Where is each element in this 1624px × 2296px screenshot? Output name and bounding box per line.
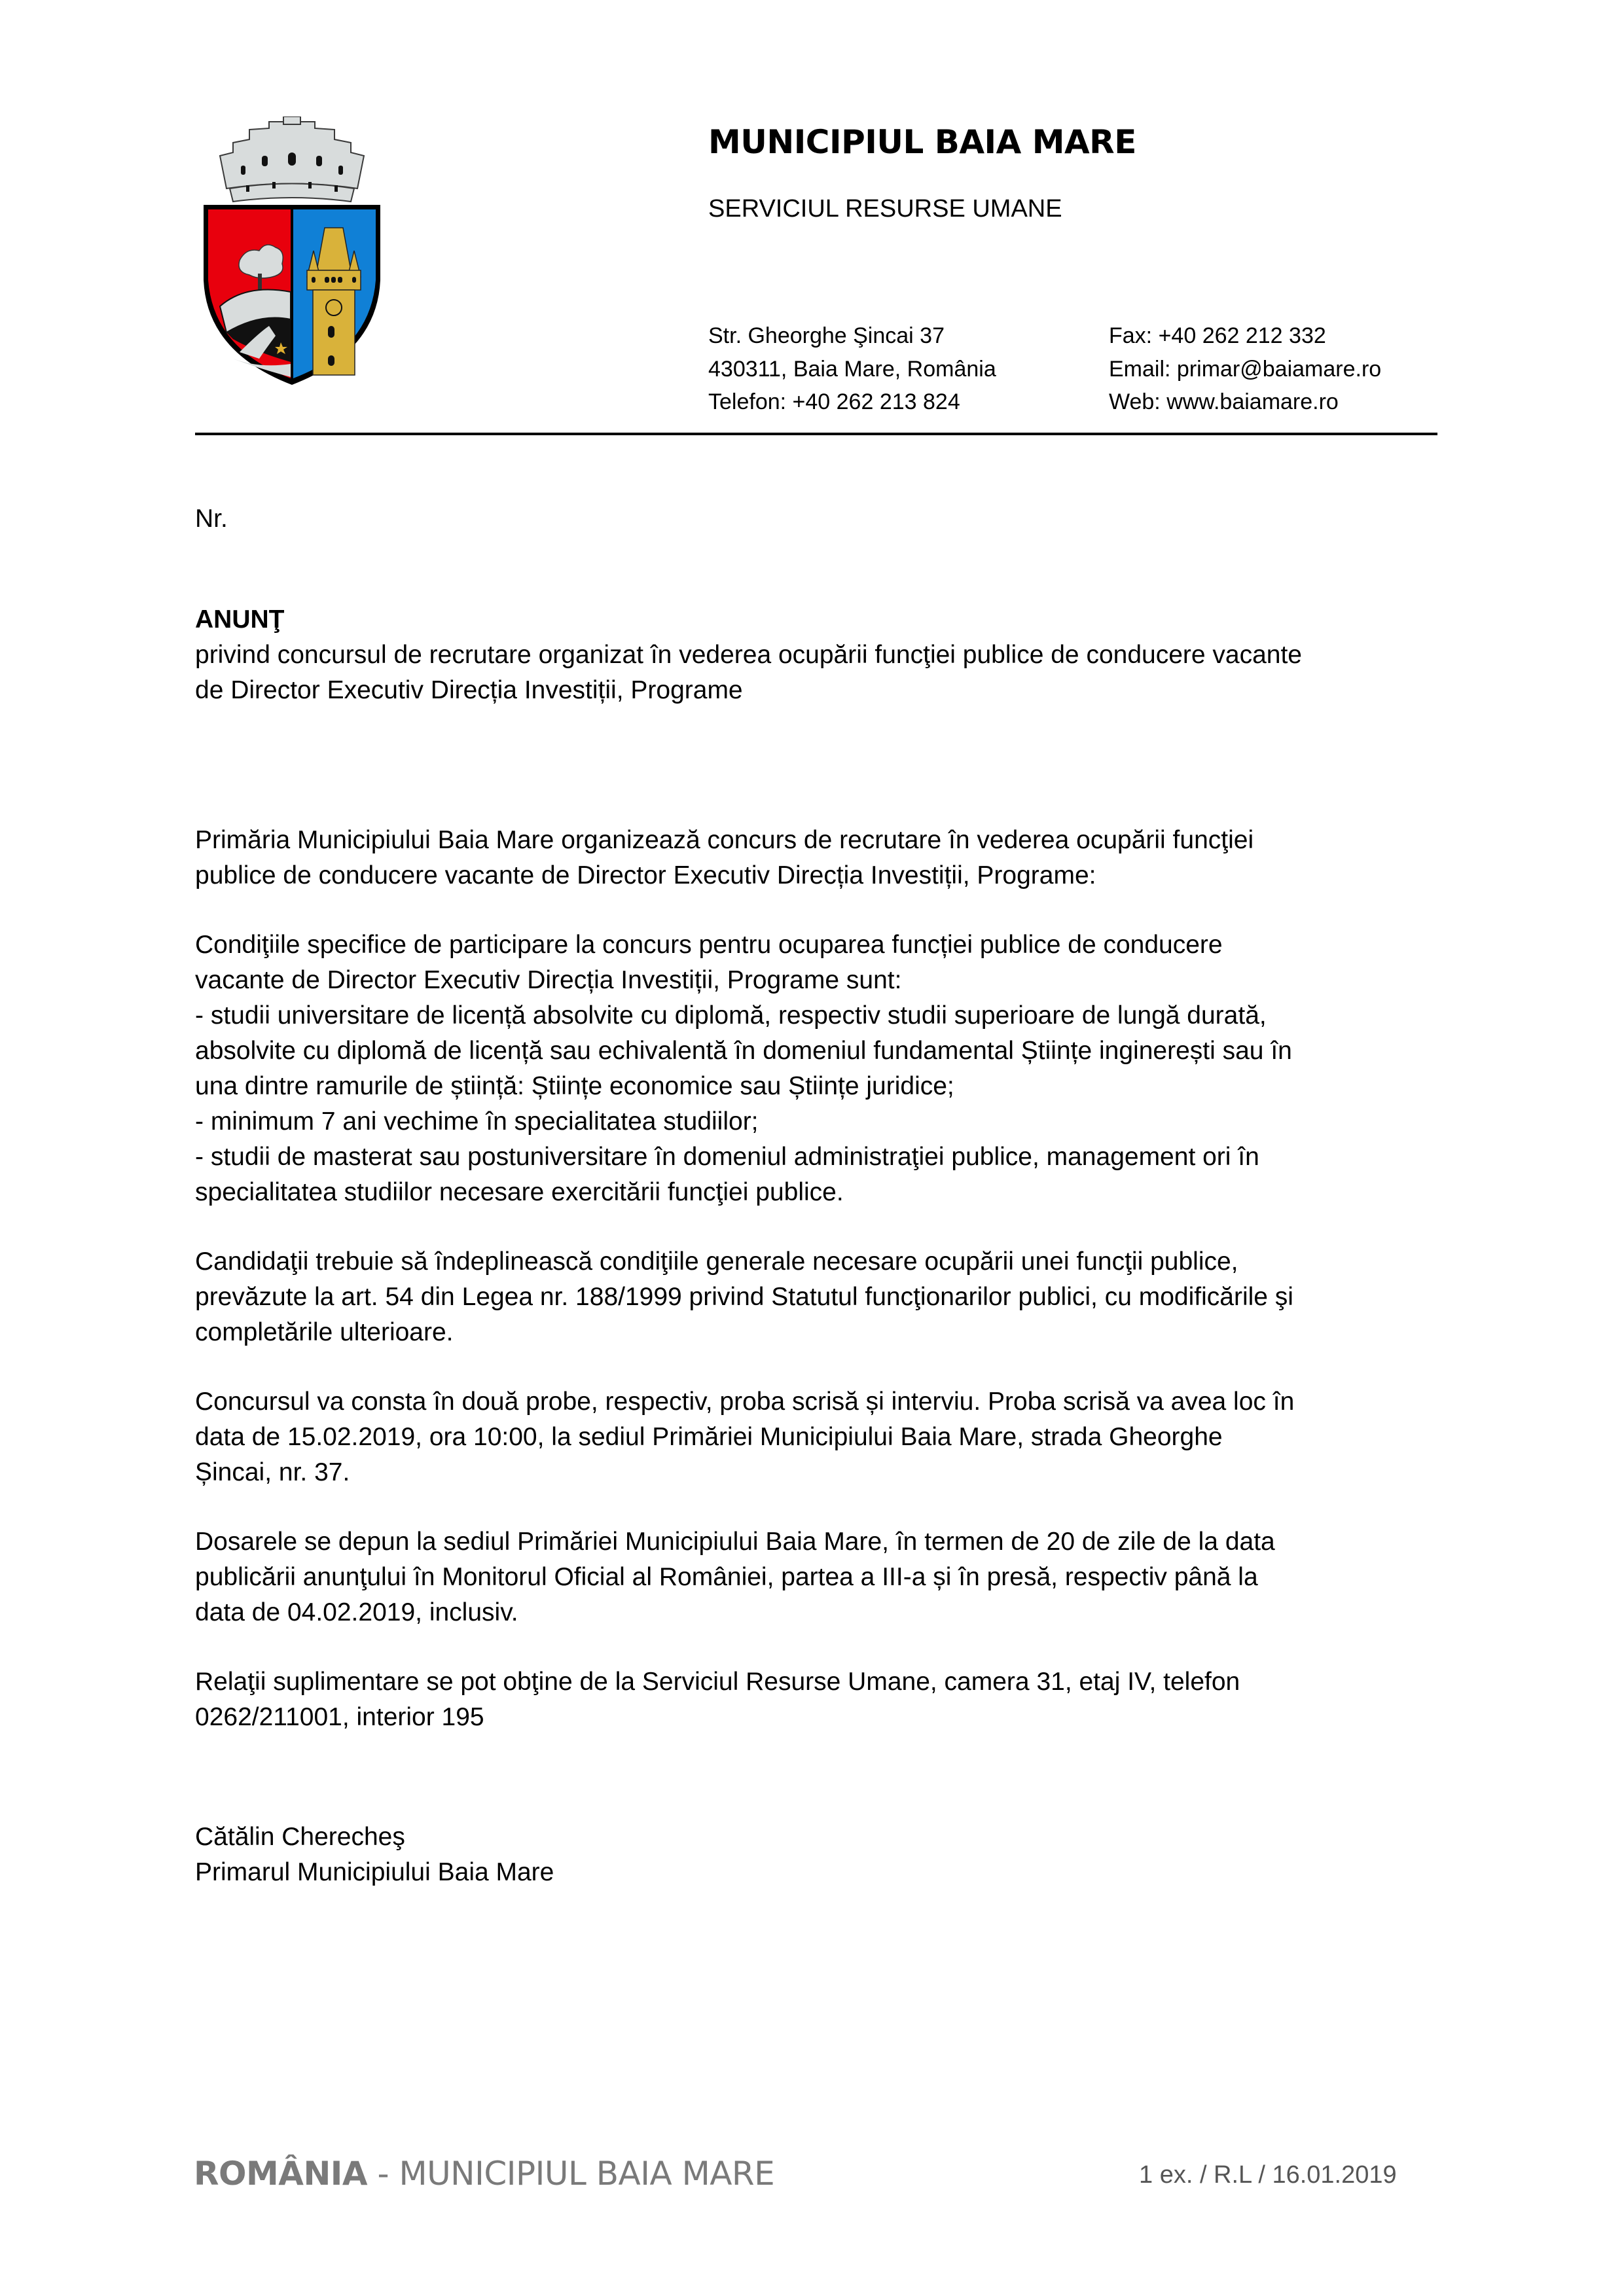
document-number-label: Nr. [195,505,228,533]
institution-title: MUNICIPIUL BAIA MARE [708,123,1136,161]
paragraph-exam-schedule [195,1384,1452,1490]
text-line: publicării anunţului în Monitorul Oficial al României, partea a III-a și în presă, respectiv până la [195,1563,1258,1591]
text-line: Condiţiile specifice de participare la concurs pentru ocuparea funcției publice de conducere [195,931,1223,959]
paragraph-general-conditions [195,1244,1452,1350]
text-line: data de 04.02.2019, inclusiv. [195,1598,518,1626]
announcement-heading-block [195,602,1452,708]
text-line: specialitatea studiilor necesare exercitării funcţiei publice. [195,1178,844,1206]
website: Web: www.baiamare.ro [1109,389,1339,414]
phone-number: Telefon: +40 262 213 824 [708,389,960,414]
email-address: Email: primar@baiamare.ro [1109,356,1382,382]
text-line: 0262/211001, interior 195 [195,1703,484,1731]
footer-institution [194,2155,774,2193]
text-line: completările ulterioare. [195,1318,454,1346]
text-line: - minimum 7 ani vechime în specialitatea studiilor; [195,1107,759,1136]
announcement-heading: ANUNŢ [195,605,285,634]
announcement-subtitle-line: privind concursul de recrutare organizat în vederea ocupării funcţiei publice de conducere vacante [195,641,1302,669]
text-line: vacante de Director Executiv Direcția Investiții, Programe sunt: [195,966,902,994]
coat-of-arms-icon [194,117,390,391]
paragraph-application-deadline [195,1524,1452,1630]
fax-number: Fax: +40 262 212 332 [1109,323,1326,348]
header-divider [195,433,1437,435]
text-line: Dosarele se depun la sediul Primăriei Municipiului Baia Mare, în termen de 20 de zile de la data [195,1528,1275,1556]
text-line: Primăria Municipiului Baia Mare organizează concurs de recrutare în vederea ocupării funcţiei [195,826,1254,854]
department-name: SERVICIUL RESURSE UMANE [708,195,1062,223]
text-line: prevăzute la art. 54 din Legea nr. 188/1999 privind Statutul funcţionarilor publici, cu modificările şi [195,1283,1293,1311]
coat-of-arms-logo [194,117,390,391]
text-line: Candidaţii trebuie să îndeplinească condiţiile generale necesare ocupării unei funcţii publice, [195,1247,1238,1276]
footer-reference: 1 ex. / R.L / 16.01.2019 [1139,2161,1397,2189]
text-line: Relaţii suplimentare se pot obţine de la Serviciul Resurse Umane, camera 31, etaj IV, telefon [195,1668,1240,1696]
address-street: Str. Gheorghe Şincai 37 [708,323,945,348]
signatory-role: Primarul Municipiului Baia Mare [195,1858,554,1886]
text-line: absolvite cu diplomă de licență sau echivalentă în domeniul fundamental Științe inginerești sau în [195,1037,1292,1065]
announcement-body [195,823,1452,1769]
footer-municipality: - MUNICIPIUL BAIA MARE [367,2155,775,2193]
paragraph-contact-info [195,1664,1452,1735]
text-line: publice de conducere vacante de Director Executiv Direcția Investiții, Programe: [195,861,1096,889]
footer-country: ROMÂNIA [194,2155,368,2193]
paragraph-organizer [195,823,1452,893]
text-line: Concursul va consta în două probe, respectiv, proba scrisă și interviu. Proba scrisă va avea loc în [195,1388,1295,1416]
text-line: - studii universitare de licență absolvite cu diplomă, respectiv studii superioare de lungă durată, [195,1001,1267,1030]
signature-block [195,1820,554,1890]
text-line: - studii de masterat sau postuniversitare în domeniul administraţiei publice, management ori în [195,1143,1259,1171]
announcement-subtitle-line: de Director Executiv Direcția Investiții, Programe [195,676,743,704]
address-block [708,319,996,419]
text-line: data de 15.02.2019, ora 10:00, la sediul Primăriei Municipiului Baia Mare, strada Gheorghe [195,1423,1223,1451]
address-city: 430311, Baia Mare, România [708,356,996,382]
signatory-name: Cătălin Cherecheş [195,1823,405,1851]
contact-block [1109,319,1381,419]
paragraph-specific-conditions [195,927,1452,1210]
text-line: Șincai, nr. 37. [195,1458,350,1486]
text-line: una dintre ramurile de știință: Științe economice sau Științe juridice; [195,1072,954,1100]
